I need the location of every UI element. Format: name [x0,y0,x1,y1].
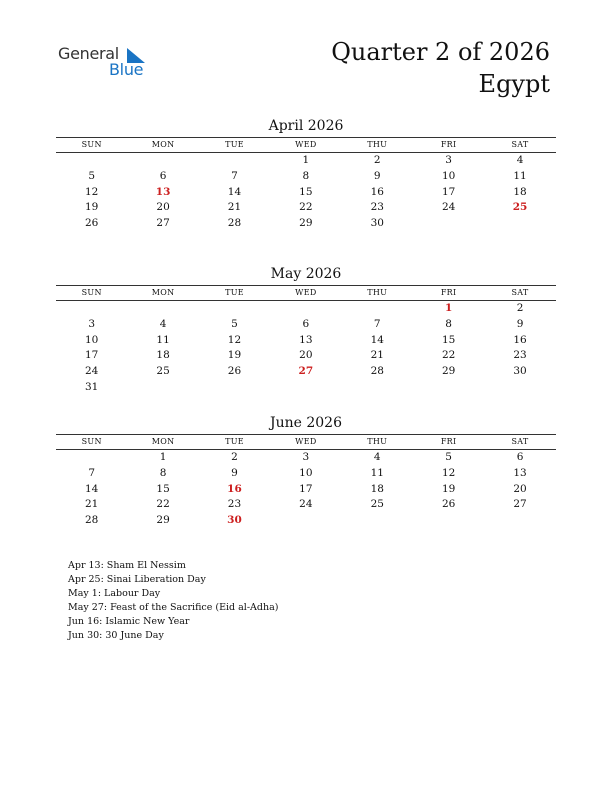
day-cell: 23 [227,498,242,511]
day-cell: 20 [299,349,313,362]
day-cell [342,380,413,396]
day-cell: 28 [370,365,384,378]
week-row [56,450,556,466]
month-title: May 2026 [270,266,342,282]
weekday-label: SUN [81,437,102,446]
holiday-note: Apr 13: Sham El Nessim [68,560,186,571]
day-cell [413,216,484,232]
day-cell: 9 [373,169,381,182]
day-cell: 27 [513,498,527,511]
day-cell: 5 [445,451,452,463]
day-cell: 12 [227,333,242,346]
day-cell [127,153,198,169]
logo-text-general: General [58,44,119,63]
day-cell: 3 [88,317,96,330]
day-cell: 29 [441,365,456,378]
day-cell: 12 [441,466,456,479]
day-cell [56,450,127,466]
weekday-header [56,285,556,301]
week-row [56,513,556,529]
day-cell: 8 [159,466,167,479]
day-cell: 2 [516,302,524,314]
day-cell [270,380,341,396]
day-cell: 13 [299,333,313,346]
day-cell: 20 [513,482,527,495]
day-cell: 13 [513,466,527,479]
week-row [56,169,556,185]
day-cell: 30 [370,217,384,230]
day-cell [484,513,555,529]
day-cell: 26 [227,365,242,378]
day-cell [270,513,341,529]
day-cell: 10 [85,333,99,346]
weekday-label: WED [295,288,317,297]
day-cell: 18 [513,185,527,198]
day-cell: 24 [441,201,456,214]
day-cell: 22 [156,498,170,511]
day-cell: 5 [88,169,96,182]
brand-logo [58,44,158,84]
day-cell: 22 [299,201,313,214]
day-cell: 11 [370,466,384,479]
day-cell: 30 [513,365,527,378]
weekday-label: SAT [511,288,529,297]
day-cell: 8 [445,317,452,330]
day-cell [413,380,484,396]
week-row [56,153,556,169]
weekday-label: TUE [225,288,244,297]
weekday-label: FRI [440,140,457,149]
week-row [56,333,556,349]
holiday-note: Jun 30: 30 June Day [68,630,164,641]
day-cell: 11 [513,169,527,182]
day-cell: 10 [299,466,313,479]
day-cell [199,301,270,317]
day-cell: 11 [156,333,170,346]
day-cell: 7 [231,169,238,182]
day-cell [56,153,127,169]
day-cell: 3 [445,154,452,166]
day-cell: 27 [156,217,170,230]
day-cell: 16 [513,333,527,346]
month-calendar [56,117,556,232]
week-row [56,348,556,364]
day-cell: 30 [227,514,242,527]
weekday-label: TUE [225,140,244,149]
day-cell: 26 [85,217,99,230]
day-cell: 6 [302,317,310,330]
day-cell: 1 [159,451,167,463]
day-cell: 25 [370,498,384,511]
day-cell: 1 [444,302,453,314]
page-title: Quarter 2 of 2026 [331,38,550,66]
day-cell: 5 [231,317,238,330]
day-cell: 8 [302,169,310,182]
day-cell: 21 [227,201,242,214]
week-row [56,185,556,201]
weekday-label: SUN [81,288,102,297]
day-cell: 21 [370,349,384,362]
logo-text-blue: Blue [109,60,144,79]
day-cell: 19 [441,482,456,495]
day-cell: 18 [370,482,384,495]
day-cell: 24 [299,498,313,511]
day-cell [199,380,270,396]
day-cell: 26 [441,498,456,511]
day-cell: 19 [227,349,242,362]
weekday-label: FRI [440,437,457,446]
weekday-label: SAT [511,140,529,149]
day-cell: 21 [85,498,99,511]
day-cell: 31 [85,380,99,393]
day-cell: 13 [155,185,171,198]
day-cell: 7 [373,317,381,330]
day-cell: 17 [441,185,456,198]
weekday-label: WED [295,140,317,149]
day-cell: 2 [231,451,238,463]
day-cell: 17 [85,349,99,362]
weekday-label: SAT [511,437,529,446]
day-cell: 29 [299,217,313,230]
day-cell: 4 [516,154,524,166]
day-cell: 15 [441,333,456,346]
weekday-label: MON [151,288,175,297]
day-cell: 23 [370,201,384,214]
day-cell: 28 [227,217,242,230]
holiday-note: Apr 25: Sinai Liberation Day [68,574,206,585]
day-cell: 15 [299,185,313,198]
day-cell: 9 [516,317,524,330]
week-row [56,380,556,396]
page-subtitle: Egypt [478,70,550,98]
week-row [56,216,556,232]
day-cell: 9 [231,466,238,479]
day-cell [199,153,270,169]
day-cell [413,513,484,529]
day-cell: 16 [227,482,242,495]
day-cell: 7 [88,466,96,479]
day-cell: 14 [227,185,242,198]
day-cell: 4 [373,451,381,463]
weekday-label: THU [367,140,388,149]
month-title: April 2026 [268,118,344,134]
week-row [56,466,556,482]
day-cell [484,380,555,396]
holiday-list [68,559,278,643]
day-cell: 15 [156,482,170,495]
weekday-label: THU [367,288,388,297]
holiday-note: Jun 16: Islamic New Year [68,616,190,627]
day-cell [56,301,127,317]
day-cell: 3 [302,451,310,463]
day-cell: 14 [85,482,99,495]
week-row [56,301,556,317]
day-cell: 4 [159,317,167,330]
week-row [56,497,556,513]
week-row [56,317,556,333]
month-title: June 2026 [269,415,342,431]
week-row [56,482,556,498]
weekday-header [56,434,556,450]
day-cell: 23 [513,349,527,362]
day-cell: 2 [373,154,381,166]
day-cell: 6 [159,169,167,182]
weekday-label: MON [151,140,175,149]
day-cell: 24 [85,365,99,378]
page-header [331,36,550,100]
day-cell: 14 [370,333,384,346]
day-cell [342,301,413,317]
day-cell: 25 [512,201,528,214]
day-cell: 12 [85,185,99,198]
day-cell: 18 [156,349,170,362]
day-cell: 28 [85,514,99,527]
day-cell: 29 [156,514,170,527]
day-cell: 27 [298,365,314,378]
weekday-label: FRI [440,288,457,297]
month-calendar [56,414,556,529]
weekday-header [56,137,556,153]
month-calendar [56,265,556,396]
day-cell: 25 [156,365,170,378]
weekday-label: MON [151,437,175,446]
day-cell [127,380,198,396]
week-row [56,364,556,380]
day-cell [127,301,198,317]
day-cell: 10 [441,169,456,182]
day-cell [270,301,341,317]
day-cell: 16 [370,185,384,198]
day-cell: 1 [302,154,310,166]
day-cell [342,513,413,529]
weekday-label: WED [295,437,317,446]
day-cell: 19 [85,201,99,214]
day-cell: 22 [441,349,456,362]
holiday-note: May 1: Labour Day [68,588,161,599]
weekday-label: TUE [225,437,244,446]
weekday-label: SUN [81,140,102,149]
holiday-note: May 27: Feast of the Sacrifice (Eid al-Adha) [68,602,279,613]
day-cell: 20 [156,201,170,214]
week-row [56,200,556,216]
weekday-label: THU [367,437,388,446]
day-cell: 6 [516,451,524,463]
day-cell [484,216,555,232]
day-cell: 17 [299,482,313,495]
